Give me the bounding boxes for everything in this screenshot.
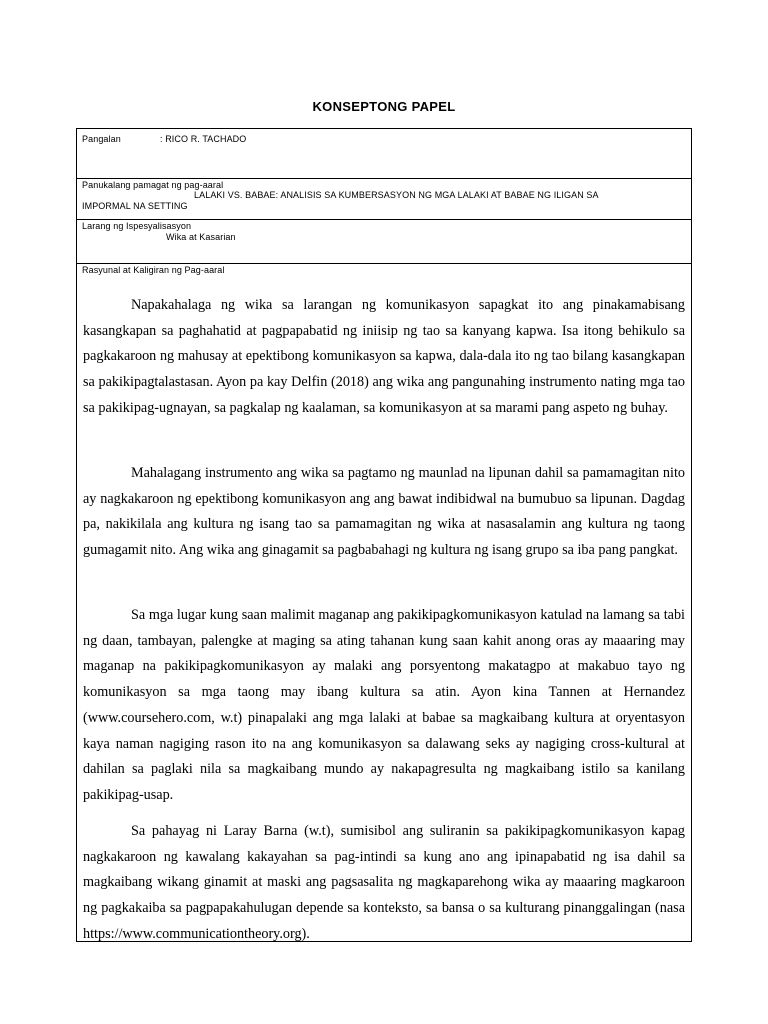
rationale-paragraph-2: Mahalagang instrumento ang wika sa pagtamo ng maunlad na lipunan dahil sa pamamagitan nito ay nagkakaroon ng epektibong komunikasyon ang ang bawat indibidwal na bumubuo sa lipunan. Dagdag pa, nakikilala ang kultura ng isang tao sa pamamagitan ng wika at nasasalamin ang kultura ng taong gumagamit nito. Ang wika ang ginagamit sa pagbabahagi ng kultura ng isang grupo sa iba pang pangkat. — [83, 465, 685, 559]
name-label: Pangalan — [82, 134, 121, 144]
form-table — [76, 128, 692, 942]
rationale-paragraph-4: Sa pahayag ni Laray Barna (w.t), sumisibol ang suliranin sa pakikipagkomunikasyon kapag nagkakaroon ng kawalang kakayahan sa pag-intindi sa kung ano ang ipinapabatid ng isa dahil sa magkaibang wikang ginamit at maski ang pagsasalita ng magkaparehong wika ay maaaring magkaroon ng pagkakaiba sa pagpapakahulugan depende sa konteksto, sa bansa o sa kulturang pinanggalingan (nasa https://www.communicationtheory.org). — [83, 823, 685, 942]
row-divider — [77, 263, 691, 264]
rationale-paragraph-3: Sa mga lugar kung saan malimit maganap ang pakikipagkomunikasyon katulad na lamang sa tabi ng daan, tambayan, palengke at maging sa ating tahanan kung saan kahit anong oras ay maaaring may maganap na pakikipagkomunikasyon ay malaki ang porsyentong makatagpo at makabuo tayo ng komunikasyon sa mga taong may ibang kultura sa atin. Ayon kina Tannen at Hernandez (www.coursehero.com, w.t) pinapalaki ang mga lalaki at babae sa magkaibang kultura at oryentasyon kaya naman nagiging rason ito na ang komunikasyon sa dalawang seks ay nagiging cross-kultural at dahilan sa paglaki nila sa magkaibang mundo ay nakapagresulta ng magkaibang istilo sa kanilang pakikipag-usap. — [83, 607, 685, 803]
rationale-paragraph-1: Napakahalaga ng wika sa larangan ng komunikasyon sapagkat ito ang pinakamabisang kasangkapan sa paghahatid at pagpapabatid ng iniisip ng tao sa kanyang kapwa. Isa itong behikulo sa pagkakaroon ng mahusay at epektibong komunikasyon sa kapwa, dala-dala ito ng tao bilang kasangkapan sa pakikipagtalastasan. Ayon pa kay Delfin (2018) ang wika ang pangunahing instrumento nating mga tao sa pakikipag-ugnayan, sa pagkalap ng kaalaman, sa komunikasyon at sa marami pang aspeto ng buhay. — [83, 297, 685, 416]
proposed-title-line1: LALAKI VS. BABAE: ANALISIS SA KUMBERSASYON NG MGA LALAKI AT BABAE NG ILIGAN SA — [194, 190, 599, 200]
specialization-label: Larang ng Ispesyalisasyon — [82, 221, 192, 231]
specialization-value: Wika at Kasarian — [166, 232, 236, 242]
proposed-title-line2: IMPORMAL NA SETTING — [82, 201, 188, 211]
proposed-title-label: Panukalang pamagat ng pag-aaral — [82, 180, 224, 190]
document-title: KONSEPTONG PAPEL — [312, 99, 456, 114]
row-divider — [77, 219, 691, 220]
name-value: : RICO R. TACHADO — [160, 134, 247, 144]
row-divider — [77, 178, 691, 179]
rationale-label: Rasyunal at Kaligiran ng Pag-aaral — [82, 265, 225, 275]
